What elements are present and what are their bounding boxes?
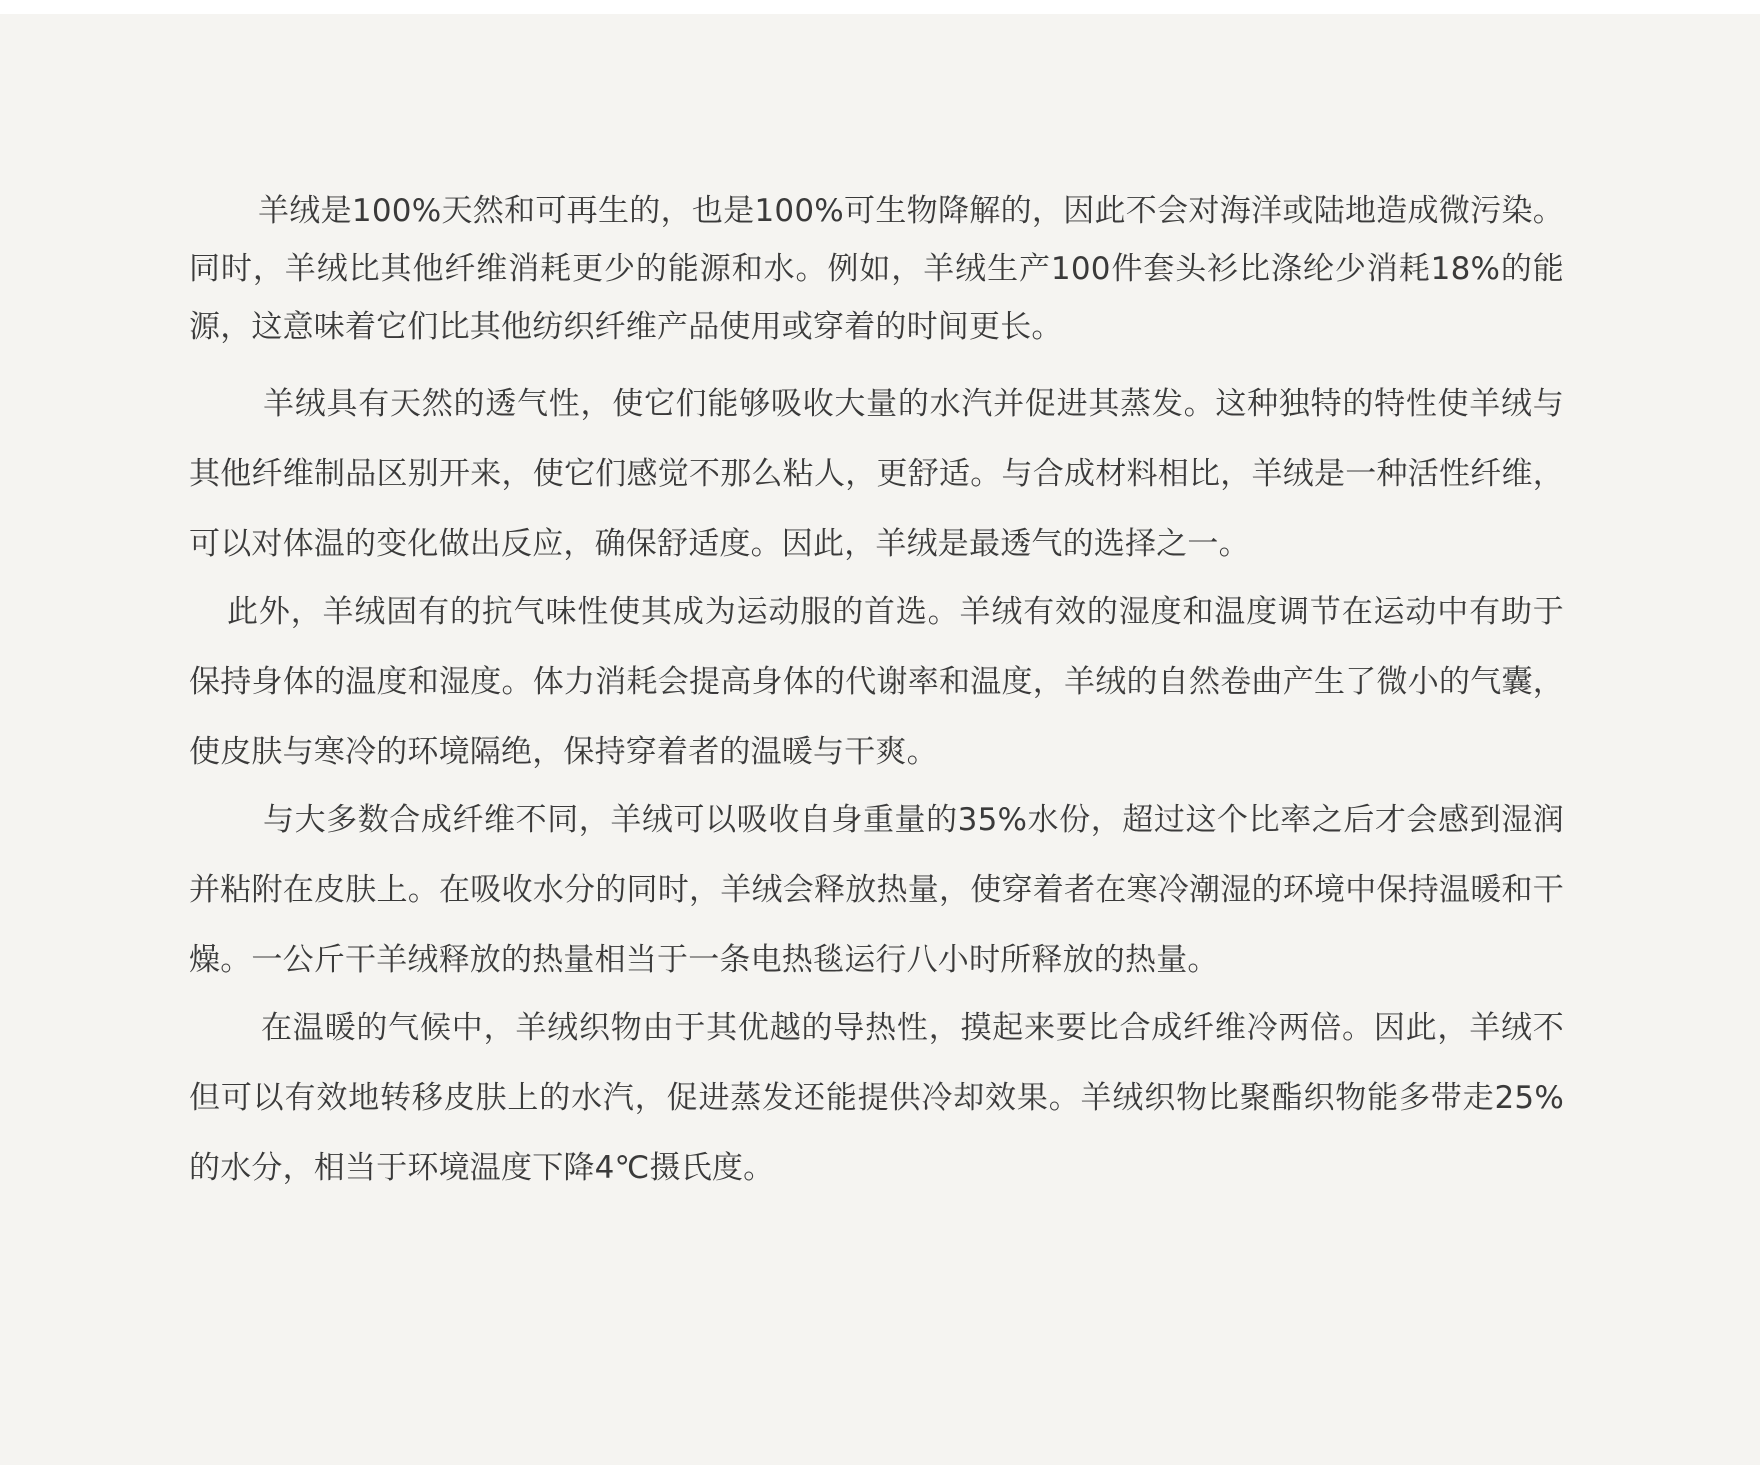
article-body <box>189 182 1564 1203</box>
paragraph-biodegradable: 羊绒是100%天然和可再生的，也是100%可生物降解的，因此不会对海洋或陆地造成微污染。同时，羊绒比其他纤维消耗更少的能源和水。例如，羊绒生产100件套头衫比涤纶少消耗18%的能源，这意味着它们比其他纺织纤维产品使用或穿着的时间更长。 <box>189 193 1564 345</box>
paragraph-odor-resistance: 此外，羊绒固有的抗气味性使其成为运动服的首选。羊绒有效的湿度和温度调节在运动中有助于保持身体的温度和湿度。体力消耗会提高身体的代谢率和温度，羊绒的自然卷曲产生了微小的气囊，使皮肤与寒冷的环境隔绝，保持穿着者的温暖与干爽。 <box>189 594 1564 770</box>
paragraph-breathability: 羊绒具有天然的透气性，使它们能够吸收大量的水汽并促进其蒸发。这种独特的特性使羊绒与其他纤维制品区别开来，使它们感觉不那么粘人，更舒适。与合成材料相比，羊绒是一种活性纤维，可以对体温的变化做出反应，确保舒适度。因此，羊绒是最透气的选择之一。 <box>189 386 1564 562</box>
paragraph-cooling-effect: 在温暖的气候中，羊绒织物由于其优越的导热性，摸起来要比合成纤维冷两倍。因此，羊绒不但可以有效地转移皮肤上的水汽，促进蒸发还能提供冷却效果。羊绒织物比聚酯织物能多带走25%的水分，相当于环境温度下降4℃摄氏度。 <box>189 1010 1564 1186</box>
page-background <box>0 14 1760 1465</box>
paragraph-moisture-absorption: 与大多数合成纤维不同，羊绒可以吸收自身重量的35%水份，超过这个比率之后才会感到湿润并粘附在皮肤上。在吸收水分的同时，羊绒会释放热量，使穿着者在寒冷潮湿的环境中保持温暖和干燥。一公斤干羊绒释放的热量相当于一条电热毯运行八小时所释放的热量。 <box>189 802 1564 978</box>
